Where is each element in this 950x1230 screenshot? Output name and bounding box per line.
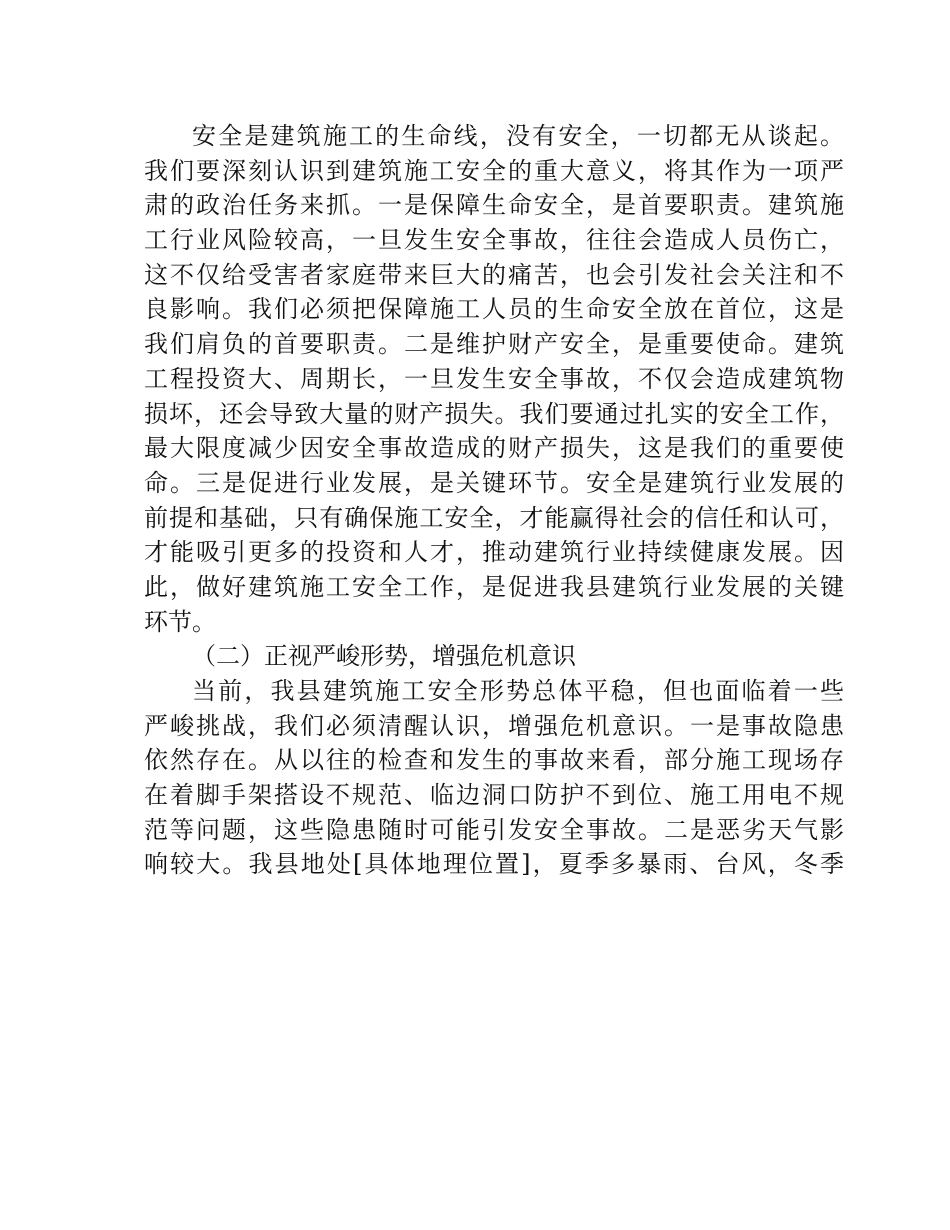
paragraph-current-situation: [144, 674, 844, 882]
text-line: 损坏，还会导致大量的财产损失。我们要通过扎实的安全工作，: [144, 399, 844, 428]
text-line: 环节。: [144, 607, 216, 636]
text-line: 肃的政治任务来抓。一是保障生命安全，是首要职责。建筑施: [144, 191, 844, 220]
text-line: 前提和基础，只有确保施工安全，才能赢得社会的信任和认可，: [144, 503, 844, 532]
text-line: 范等问题，这些隐患随时可能引发安全事故。二是恶劣天气影: [144, 815, 844, 844]
text-line: 良影响。我们必须把保障施工人员的生命安全放在首位，这是: [144, 295, 844, 324]
text-line: 这不仅给受害者家庭带来巨大的痛苦，也会引发社会关注和不: [144, 260, 844, 289]
text-line: 安全是建筑施工的生命线，没有安全，一切都无从谈起。: [192, 122, 844, 150]
text-line: 最大限度减少因安全事故造成的财产损失，这是我们的重要使: [144, 434, 844, 463]
text-line: 在着脚手架搭设不规范、临边洞口防护不到位、施工用电不规: [144, 781, 844, 810]
text-line: 工行业风险较高，一旦发生安全事故，往往会造成人员伤亡，: [144, 226, 844, 255]
text-line: 工程投资大、周期长，一旦发生安全事故，不仅会造成建筑物: [144, 364, 844, 393]
document-body: [144, 119, 844, 882]
text-line: 才能吸引更多的投资和人才，推动建筑行业持续健康发展。因: [144, 538, 844, 567]
section-heading: （二）正视严峻形势，增强危机意识: [192, 642, 576, 671]
text-line: 我们要深刻认识到建筑施工安全的重大意义，将其作为一项严: [144, 156, 844, 185]
paragraph-safety-significance: [144, 119, 844, 639]
text-line: 命。三是促进行业发展，是关键环节。安全是建筑行业发展的: [144, 468, 844, 497]
text-line: 我们肩负的首要职责。二是维护财产安全，是重要使命。建筑: [144, 330, 844, 359]
text-line: 当前，我县建筑施工安全形势总体平稳，但也面临着一些: [192, 677, 844, 705]
text-line: 此，做好建筑施工安全工作，是促进我县建筑行业发展的关键: [144, 572, 844, 601]
text-line: 严峻挑战，我们必须清醒认识，增强危机意识。一是事故隐患: [144, 711, 844, 740]
text-line: 依然存在。从以往的检查和发生的事故来看，部分施工现场存: [144, 746, 844, 775]
text-line: 响较大。我县地处[具体地理位置]，夏季多暴雨、台风，冬季: [144, 850, 844, 879]
